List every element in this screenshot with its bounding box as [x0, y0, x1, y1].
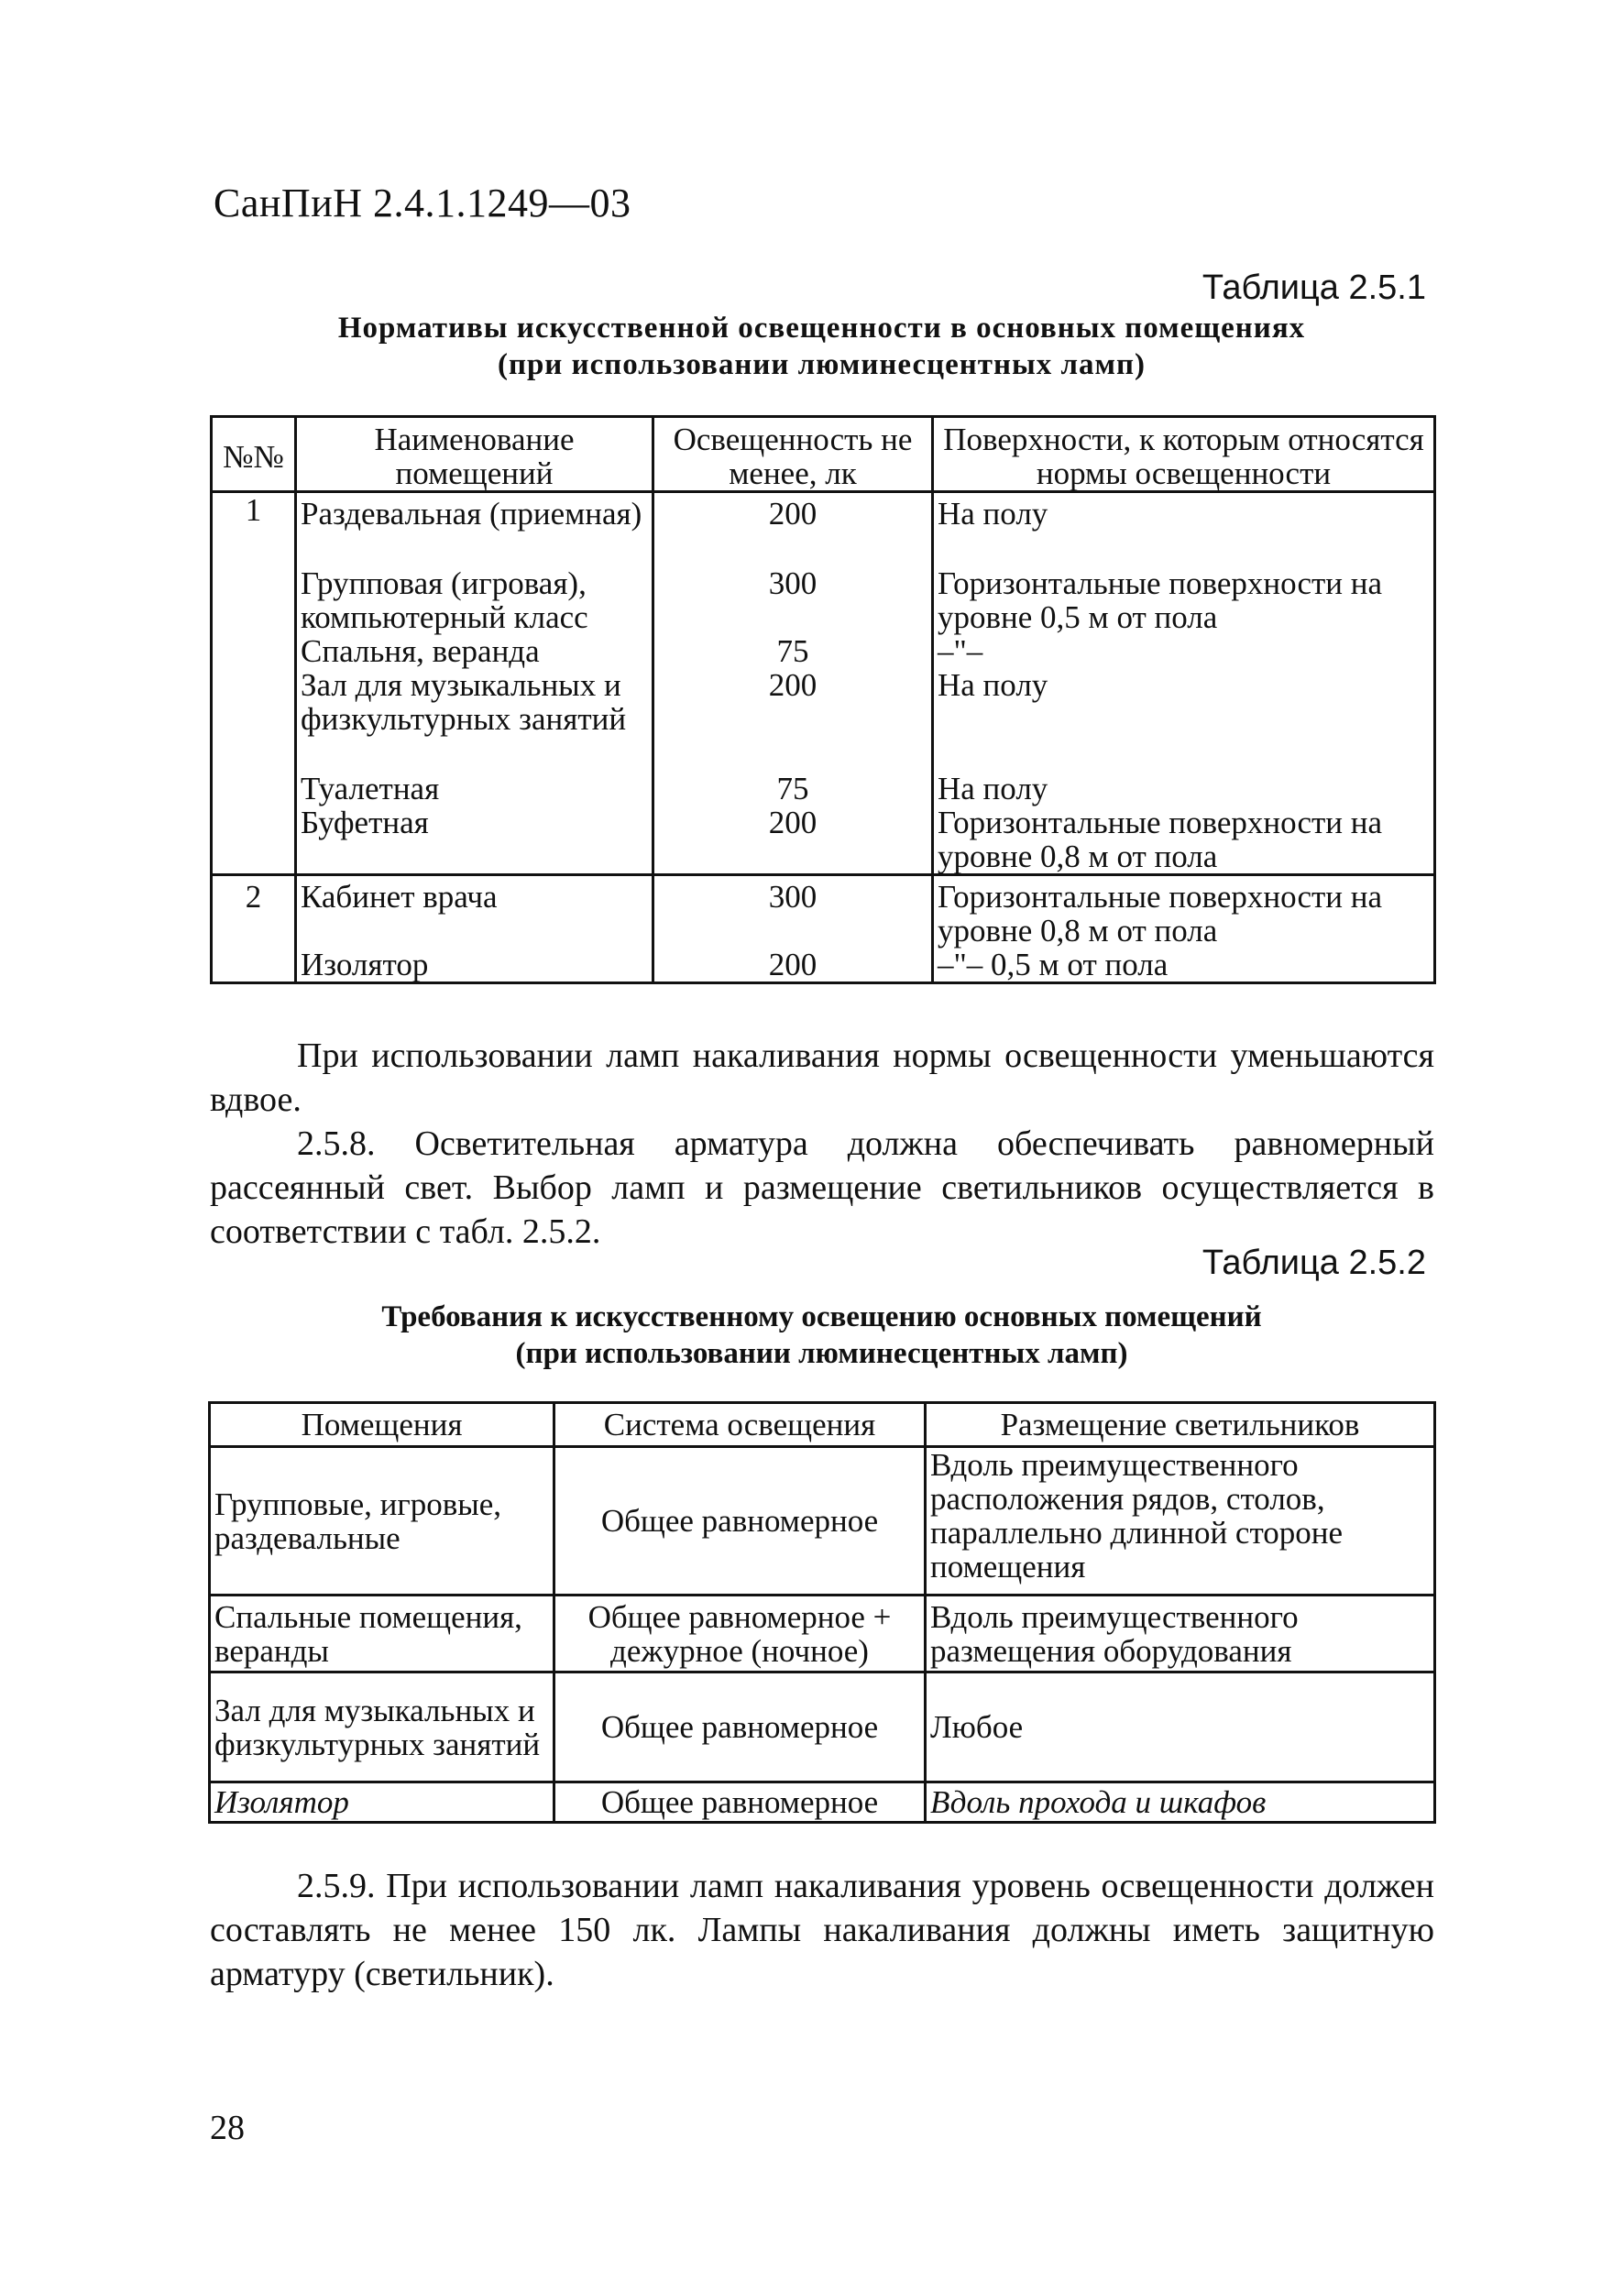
illuminance-value: 75 — [776, 633, 809, 669]
illuminance-value: 75 — [776, 771, 809, 806]
system-cell: Общее равномерное — [554, 1782, 926, 1823]
lighting-norms-table — [210, 415, 1436, 984]
table-row — [210, 1447, 1435, 1596]
room-name-cell — [296, 875, 653, 983]
column-header-number: №№ — [212, 417, 296, 492]
room-name: Туалетная — [301, 771, 440, 806]
table1-title-line2: (при использовании люминесцентных ламп) — [497, 348, 1147, 381]
column-header-room-name: Наименование помещений — [296, 417, 653, 492]
surface-text: –"– — [938, 633, 983, 669]
placement-cell: Любое — [926, 1672, 1435, 1782]
table1-caption: Таблица 2.5.1 — [1202, 269, 1426, 307]
table1-title — [210, 310, 1433, 383]
illuminance-value: 300 — [768, 565, 817, 601]
column-header-illuminance: Освещенность не менее, лк — [653, 417, 933, 492]
paragraph-incandescent-note: При использовании ламп накаливания нормы освещенности уменьшаются вдвое. — [210, 1036, 1434, 1119]
table-row — [210, 1596, 1435, 1672]
surface-text: –"– 0,5 м от пола — [938, 947, 1169, 982]
illuminance-value: 200 — [768, 805, 817, 840]
table2-title — [210, 1299, 1433, 1372]
room-cell: Групповые, игровые, раздевальные — [210, 1447, 554, 1596]
room-name: Групповая (игровая), компьютерный класс — [301, 565, 588, 635]
table2-title-line2: (при использовании люминесцентных ламп) — [515, 1337, 1128, 1370]
placement-cell: Вдоль преимущественного размещения оборудования — [926, 1596, 1435, 1672]
lighting-requirements-table — [208, 1401, 1436, 1824]
room-cell: Зал для музыкальных и физкультурных занятий — [210, 1672, 554, 1782]
illuminance-cell — [653, 492, 933, 875]
room-name: Буфетная — [301, 805, 429, 840]
illuminance-cell — [653, 875, 933, 983]
surface-text: На полу — [938, 771, 1048, 806]
table2-title-line1: Требования к искусственному освещению основных помещений — [381, 1300, 1262, 1333]
room-name: Кабинет врача — [301, 879, 498, 915]
room-cell: Изолятор — [210, 1782, 554, 1823]
placement-cell: Вдоль прохода и шкафов — [926, 1782, 1435, 1823]
page-number: 28 — [210, 2109, 245, 2147]
row-group-number: 1 — [212, 492, 296, 875]
column-header-lighting-system: Система освещения — [554, 1403, 926, 1447]
illuminance-value: 200 — [768, 947, 817, 982]
table-row — [212, 875, 1435, 983]
table-row — [210, 1782, 1435, 1823]
table-header-row — [210, 1403, 1435, 1447]
row-group-number: 2 — [212, 875, 296, 983]
room-name: Зал для музыкальных и физкультурных занятий — [301, 667, 627, 737]
system-cell: Общее равномерное — [554, 1672, 926, 1782]
table-row — [210, 1672, 1435, 1782]
surface-text: На полу — [938, 667, 1048, 703]
illuminance-value: 200 — [768, 496, 817, 532]
surface-text: Горизонтальные поверхности на уровне 0,5 м от пола — [938, 565, 1383, 635]
table-row — [212, 492, 1435, 875]
table-header-row — [212, 417, 1435, 492]
table1-title-line1: Нормативы искусственной освещенности в основных помещениях — [337, 312, 1306, 345]
illuminance-value: 200 — [768, 667, 817, 703]
room-name-cell — [296, 492, 653, 875]
surface-text: Горизонтальные поверхности на уровне 0,8 м от пола — [938, 805, 1383, 874]
paragraph-2-5-8: 2.5.8. Осветительная арматура должна обеспечивать равномерный рассеянный свет. Выбор ламп и размещение светильников осуществляется в соответствии с табл. 2.5.2. — [210, 1124, 1434, 1251]
surface-text: На полу — [938, 496, 1048, 532]
system-cell: Общее равномерное — [554, 1447, 926, 1596]
document-header: СанПиН 2.4.1.1249—03 — [214, 181, 631, 225]
column-header-rooms: Помещения — [210, 1403, 554, 1447]
surface-text: Горизонтальные поверхности на уровне 0,8 м от пола — [938, 879, 1383, 949]
room-name: Раздевальная (приемная) — [301, 496, 642, 532]
column-header-fixture-placement: Размещение светильников — [926, 1403, 1435, 1447]
paragraph-2-5-9: 2.5.9. При использовании ламп накаливания уровень освещенности должен составлять не менее 150 лк. Лампы накаливания должны иметь защитную арматуру (светильник). — [210, 1867, 1434, 1993]
room-name: Спальня, веранда — [301, 633, 540, 669]
room-cell: Спальные помещения, веранды — [210, 1596, 554, 1672]
column-header-surfaces: Поверхности, к которым относятся нормы освещенности — [933, 417, 1435, 492]
room-name: Изолятор — [301, 947, 429, 982]
illuminance-value: 300 — [768, 879, 817, 915]
surface-cell — [933, 492, 1435, 875]
surface-cell — [933, 875, 1435, 983]
table2-caption: Таблица 2.5.2 — [1202, 1244, 1426, 1282]
system-cell: Общее равномерное + дежурное (ночное) — [554, 1596, 926, 1672]
placement-cell: Вдоль преимущественного расположения рядов, столов, параллельно длинной стороне помещения — [926, 1447, 1435, 1596]
